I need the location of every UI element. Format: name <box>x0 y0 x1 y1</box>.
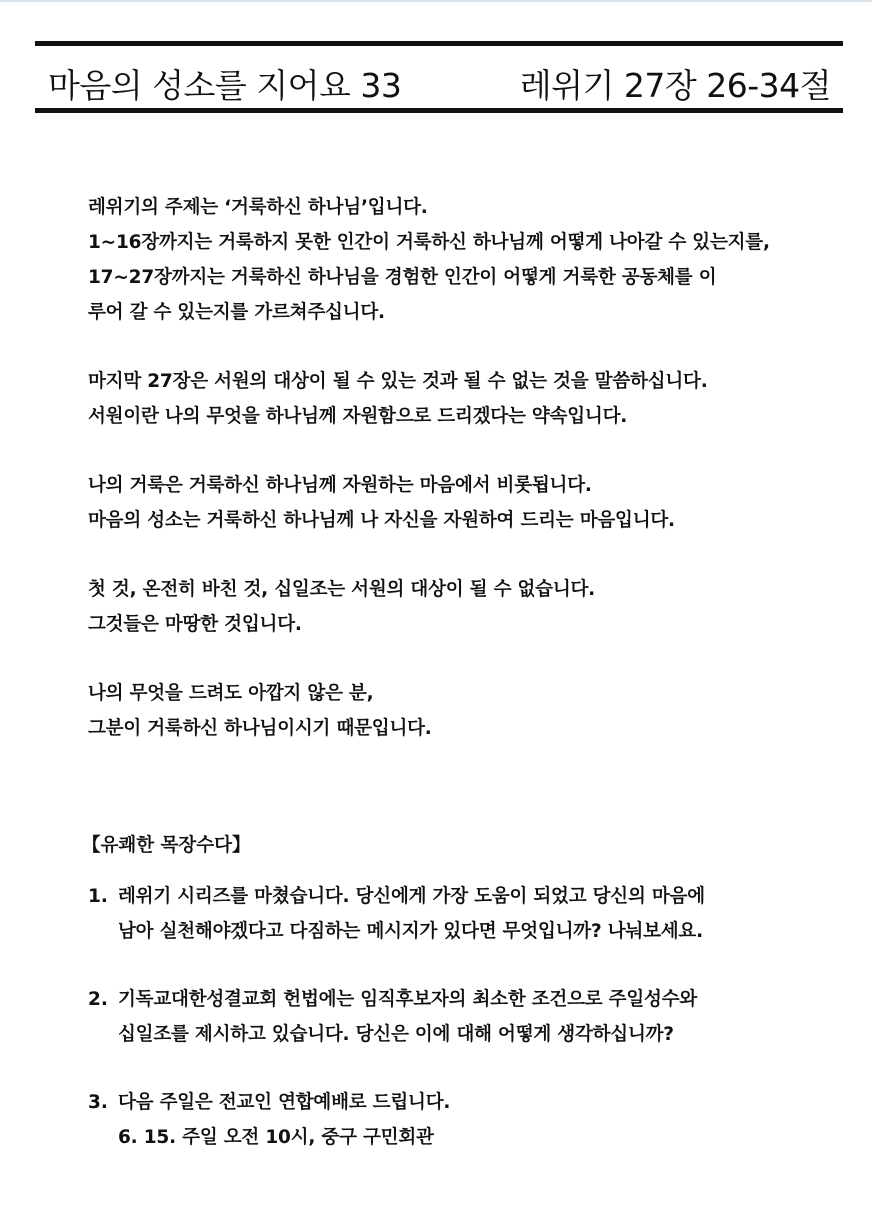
text-line: 기독교대한성결교회 헌법에는 임직후보자의 최소한 조건으로 주일성수와 <box>118 989 698 1010</box>
text-line: 첫 것, 온전히 바친 것, 십일조는 서원의 대상이 될 수 없습니다. <box>88 579 595 600</box>
text-line: 그것들은 마땅한 것입니다. <box>88 614 302 635</box>
paragraph-holiness <box>88 468 818 538</box>
paragraph-closing <box>88 676 818 746</box>
text-line: 십일조를 제시하고 있습니다. 당신은 이에 대해 어떻게 생각하십니까? <box>118 1024 674 1045</box>
paragraph-tithe <box>88 572 818 642</box>
scripture-reference: 레위기 27장 26-34절 <box>519 66 831 105</box>
text-line: 서원이란 나의 무엇을 하나님께 자원함으로 드리겠다는 약속입니다. <box>88 406 628 427</box>
question-number: 3. <box>88 1092 108 1113</box>
text-line: 나의 무엇을 드려도 아깝지 않은 분, <box>88 683 374 704</box>
text-line: 17~27장까지는 거룩하신 하나님을 경험한 인간이 어떻게 거룩한 공동체를 이 <box>88 267 717 288</box>
question-number: 2. <box>88 989 108 1010</box>
text-line: 1~16장까지는 거룩하지 못한 인간이 거룩하신 하나님께 어떻게 나아갈 수 있는지를, <box>88 232 770 253</box>
top-hairline <box>0 0 872 2</box>
discussion-title: 【유쾌한 목장수다】 <box>82 835 251 856</box>
text-line: 레위기의 주제는 ‘거룩하신 하나님’입니다. <box>88 197 428 218</box>
discussion-question <box>88 1085 818 1155</box>
discussion-question <box>88 879 818 949</box>
paragraph-intro <box>88 190 818 330</box>
page-title: 마음의 성소를 지어요 33 <box>48 66 402 105</box>
main-content <box>82 190 818 1188</box>
text-line: 마음의 성소는 거룩하신 하나님께 나 자신을 자원하여 드리는 마음입니다. <box>88 510 675 531</box>
question-body <box>118 1085 818 1155</box>
text-line: 그분이 거룩하신 하나님이시기 때문입니다. <box>88 718 432 739</box>
text-line: 6. 15. 주일 오전 10시, 중구 구민회관 <box>118 1127 434 1148</box>
text-line: 레위기 시리즈를 마쳤습니다. 당신에게 가장 도움이 되었고 당신의 마음에 <box>118 886 705 907</box>
discussion-question <box>88 982 818 1052</box>
page-header <box>35 41 843 113</box>
question-body <box>118 982 818 1052</box>
question-number: 1. <box>88 886 108 907</box>
text-line: 루어 갈 수 있는지를 가르쳐주십니다. <box>88 302 385 323</box>
text-line: 마지막 27장은 서원의 대상이 될 수 있는 것과 될 수 없는 것을 말씀하십니다. <box>88 371 708 392</box>
question-body <box>118 879 818 949</box>
text-line: 나의 거룩은 거룩하신 하나님께 자원하는 마음에서 비롯됩니다. <box>88 475 592 496</box>
paragraph-vow <box>88 364 818 434</box>
text-line: 남아 실천해야겠다고 다짐하는 메시지가 있다면 무엇입니까? 나눠보세요. <box>118 921 703 942</box>
text-line: 다음 주일은 전교인 연합예배로 드립니다. <box>118 1092 451 1113</box>
